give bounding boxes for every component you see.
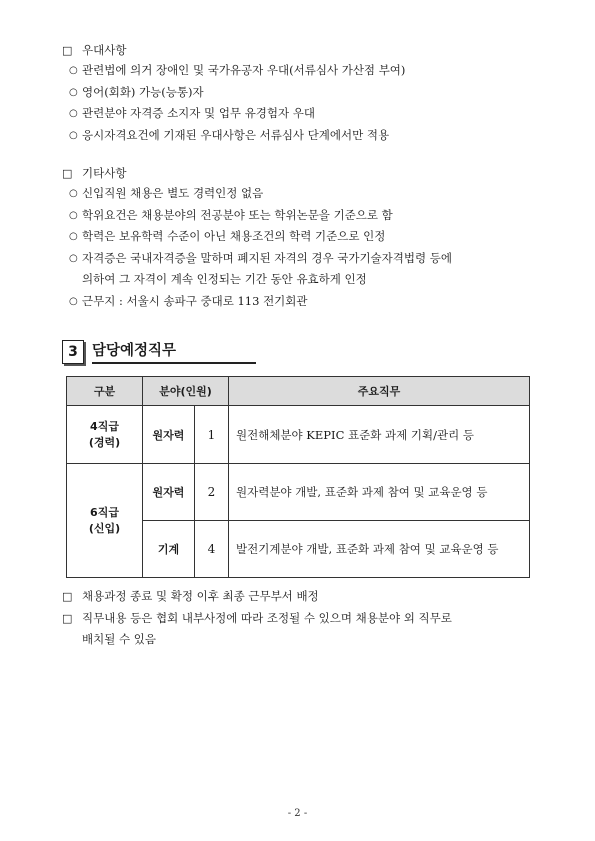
- others-item: ○ 근무지 : 서울시 송파구 중대로 113 전기회관: [62, 291, 542, 313]
- preference-item: ○ 응시자격요건에 기재된 우대사항은 서류심사 단계에서만 적용: [62, 125, 542, 147]
- duty-cell: 발전기계분야 개발, 표준화 과제 참여 및 교육운영 등: [229, 521, 530, 578]
- preference-item: ○ 영어(회화) 가능(능통)자: [62, 82, 542, 104]
- field-cell: 원자력: [143, 464, 195, 521]
- circle-bullet-icon: ○: [69, 295, 78, 307]
- field-cell: 기계: [143, 521, 195, 578]
- section-title: 담당예정직무: [92, 340, 256, 364]
- others-section: [62, 163, 542, 312]
- count-cell: 2: [195, 464, 229, 521]
- duty-cell: 원전해체분야 KEPIC 표준화 과제 기획/관리 등: [229, 406, 530, 464]
- others-title: 기타사항: [82, 166, 127, 180]
- section-number-box: 3: [62, 340, 84, 364]
- note-item-continuation: 배치될 수 있음: [82, 632, 156, 646]
- others-item: ○ 학력은 보유학력 수준이 아닌 채용조건의 학력 기준으로 인정: [62, 226, 542, 248]
- square-bullet-icon: □: [62, 611, 73, 625]
- page-number: - 2 -: [287, 808, 308, 819]
- header-field: 분야(인원): [143, 377, 229, 406]
- header-category: 구분: [67, 377, 143, 406]
- duty-cell: 원자력분야 개발, 표준화 과제 참여 및 교육운영 등: [229, 464, 530, 521]
- circle-bullet-icon: ○: [69, 252, 78, 264]
- circle-bullet-icon: ○: [69, 86, 78, 98]
- others-heading: [62, 163, 542, 183]
- table-row: [67, 406, 530, 464]
- preference-item: ○ 관련법에 의거 장애인 및 국가유공자 우대(서류심사 가산점 부여): [62, 60, 542, 82]
- table-row: [67, 464, 530, 521]
- preference-title: 우대사항: [82, 43, 127, 57]
- notes-section: [62, 586, 542, 651]
- duty-table: [66, 376, 530, 578]
- field-cell: 원자력: [143, 406, 195, 464]
- circle-bullet-icon: ○: [69, 188, 78, 199]
- note-item: □ 채용과정 종료 및 확정 이후 최종 근무부서 배정: [62, 586, 542, 608]
- others-item-continuation: 의하여 그 자격이 계속 인정되는 기간 동안 유효하게 인정: [82, 272, 367, 286]
- circle-bullet-icon: ○: [69, 65, 78, 76]
- others-item: ○ 학위요건은 채용분야의 전공분야 또는 학위논문을 기준으로 함: [62, 205, 542, 227]
- table-header-row: [67, 377, 530, 406]
- square-bullet-icon: □: [62, 44, 73, 57]
- preference-heading: [62, 40, 542, 60]
- square-bullet-icon: □: [62, 590, 73, 603]
- circle-bullet-icon: ○: [69, 129, 78, 141]
- header-duty: 주요직무: [229, 377, 530, 406]
- count-cell: 4: [195, 521, 229, 578]
- circle-bullet-icon: ○: [69, 108, 78, 119]
- count-cell: 1: [195, 406, 229, 464]
- others-item: ○ 신입직원 채용은 별도 경력인정 없음: [62, 183, 542, 205]
- circle-bullet-icon: ○: [69, 209, 78, 221]
- square-bullet-icon: □: [62, 167, 73, 180]
- preference-section: [62, 40, 542, 146]
- grade-cell: 4직급 (경력): [67, 406, 143, 464]
- note-item: □ 직무내용 등은 협회 내부사정에 따라 조정될 수 있으며 채용분야 외 직무로: [62, 608, 542, 630]
- circle-bullet-icon: ○: [69, 231, 78, 242]
- preference-item: ○ 관련분야 자격증 소지자 및 업무 유경험자 우대: [62, 103, 542, 125]
- grade-cell: 6직급 (신입): [67, 464, 143, 578]
- others-item: ○ 자격증은 국내자격증을 말하며 폐지된 자격의 경우 국가기술자격법령 등에: [62, 248, 542, 270]
